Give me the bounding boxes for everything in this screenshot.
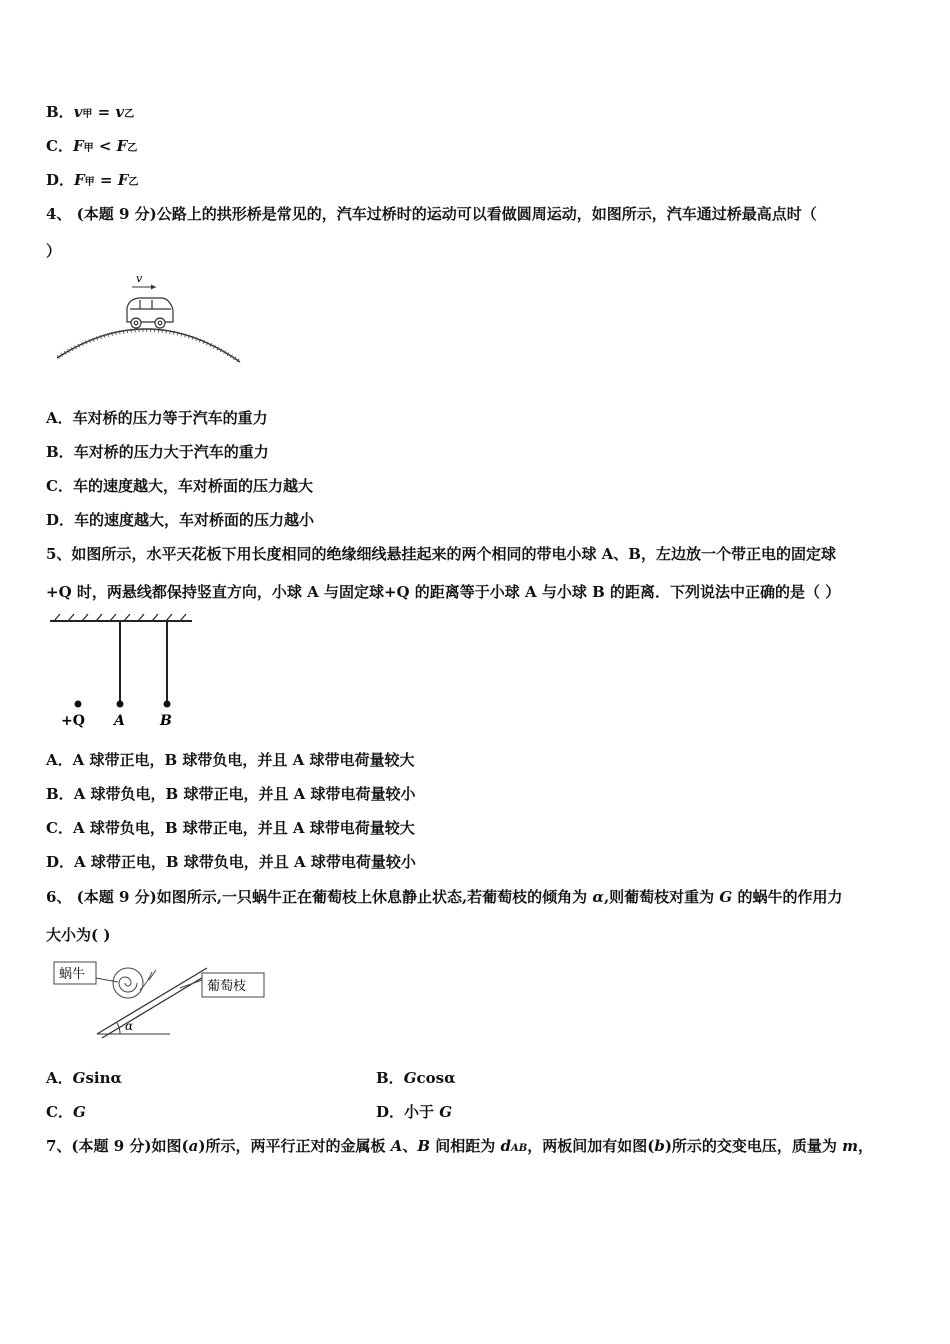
label-q: +Q [61,713,85,729]
q7-stem-line1: 7、(本题 9 分)如图(a)所示，两平行正对的金属板 A、B 间相距为 dAB，两板间加有如图(b)所示的交变电压，质量为 m， [46,1137,874,1155]
q4-stem-line2: ） [46,242,62,260]
q4-option-d: D．车的速度越大，车对桥面的压力越小 [46,511,315,529]
ball-a [117,701,124,708]
ceiling-hatching [54,614,186,621]
car-icon [127,298,173,328]
q6-option-c: C．G [46,1103,86,1121]
q5-option-d: D．A 球带正电，B 球带负电，并且 A 球带电荷量较小 [46,853,416,871]
q6-option-b: B．Gcosα [376,1069,456,1087]
snail-label: 蜗牛 [59,967,86,982]
q5-charged-balls-figure [48,612,198,732]
q5-option-b: B．A 球带负电，B 球带正电，并且 A 球带电荷量较小 [46,785,416,803]
q6-stem-line1: 6、 (本题 9 分)如图所示,一只蜗牛正在葡萄枝上休息静止状态,若葡萄枝的倾角为 α,则葡萄枝对重为 G 的蜗牛的作用力 [46,888,843,906]
q4-bridge-figure [52,270,248,370]
q6-snail-figure [52,956,272,1044]
q5-stem-line2: +Q 时，两悬线都保持竖直方向，小球 A 与固定球+Q 的距离等于小球 A 与小球 B 的距离．下列说法中正确的是（ ） [46,583,841,601]
velocity-arrowhead [151,285,156,290]
q3-option-b: B．v甲 = v乙 [46,103,135,121]
label-b: B [160,713,172,729]
velocity-label: v [136,272,143,285]
q3-option-c: C．F甲 < F乙 [46,137,138,155]
snail-icon [113,968,156,998]
q6-option-a: A．Gsinα [46,1069,123,1087]
q4-stem-line1: 4、 (本题 9 分)公路上的拱形桥是常见的，汽车过桥时的运动可以看做圆周运动，如图所示，汽车通过桥最高点时（ [46,205,817,223]
q5-option-c: C．A 球带负电，B 球带正电，并且 A 球带电荷量较大 [46,819,415,837]
ball-b [164,701,171,708]
branch-label: 葡萄枝 [207,979,247,994]
branch-pointer [180,980,202,988]
q4-option-b: B．车对桥的压力大于汽车的重力 [46,443,269,461]
snail-pointer [96,978,118,982]
q6-stem-line2: 大小为( ) [46,926,111,944]
q4-option-c: C．车的速度越大，车对桥面的压力越大 [46,477,313,495]
fixed-charge-q [75,701,82,708]
label-a: A [114,713,125,729]
bridge-arch [57,329,240,362]
q4-option-a: A．车对桥的压力等于汽车的重力 [46,409,268,427]
angle-label: α [125,1019,134,1033]
q5-option-a: A．A 球带正电，B 球带负电，并且 A 球带电荷量较大 [46,751,415,769]
q3-option-d: D．F甲 = F乙 [46,171,139,189]
q5-stem-line1: 5、如图所示，水平天花板下用长度相同的绝缘细线悬挂起来的两个相同的带电小球 A、B，左边放一个带正电的固定球 [46,545,836,563]
q6-option-d: D．小于 G [376,1103,453,1121]
